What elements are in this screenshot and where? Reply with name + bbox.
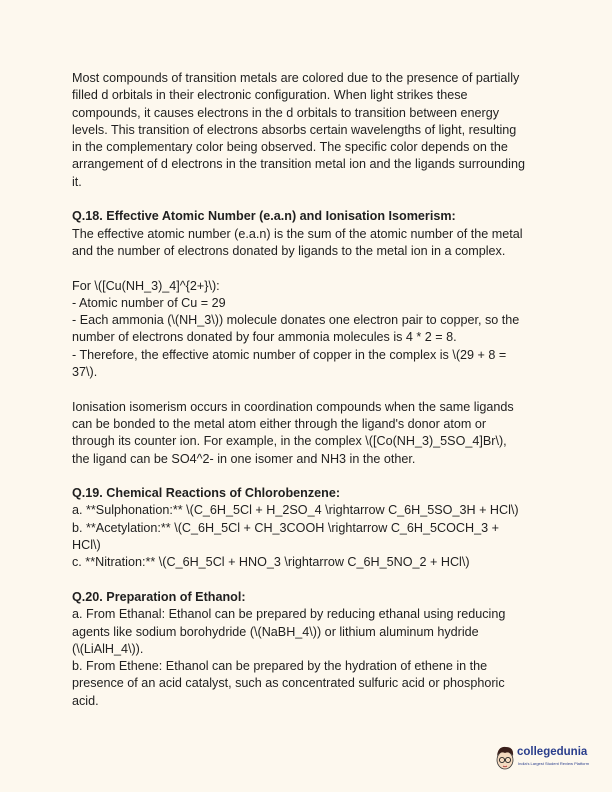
text-line: and the number of electrons donated by ligands to the metal ion in a complex. bbox=[72, 243, 506, 258]
paragraph-spacer bbox=[72, 260, 552, 277]
text-line: acid. bbox=[72, 693, 99, 708]
question-section bbox=[72, 589, 552, 710]
text-line: it. bbox=[72, 174, 82, 189]
text-line: For \([Cu(NH_3)_4]^{2+}\): bbox=[72, 278, 220, 293]
collegedunia-logo bbox=[494, 744, 604, 774]
text-line: compounds, it causes electrons in the d orbitals to transition between energy bbox=[72, 105, 500, 120]
question-section bbox=[72, 485, 552, 571]
text-line: through its counter ion. For example, in the complex \([Co(NH_3)_5SO_4]Br\), bbox=[72, 434, 507, 449]
text-line: levels. This transition of electrons absorbs certain wavelengths of light, resulting bbox=[72, 122, 517, 137]
paragraph bbox=[72, 399, 552, 468]
text-line: c. **Nitration:** \(C_6H_5Cl + HNO_3 \rightarrow C_6H_5NO_2 + HCl\) bbox=[72, 555, 470, 570]
text-line: a. **Sulphonation:** \(C_6H_5Cl + H_2SO_4 \rightarrow C_6H_5SO_3H + HCl\) bbox=[72, 503, 519, 518]
text-line: - Atomic number of Cu = 29 bbox=[72, 295, 226, 310]
section-heading: Q.20. Preparation of Ethanol: bbox=[72, 589, 246, 604]
text-line: (\(LiAlH_4\)). bbox=[72, 641, 144, 656]
paragraph-spacer bbox=[72, 468, 552, 485]
text-line: the ligand can be SO4^2- in one isomer and NH3 in the other. bbox=[72, 451, 416, 466]
paragraph-spacer bbox=[72, 191, 552, 208]
text-line: HCl\) bbox=[72, 538, 101, 553]
text-line: arrangement of d electrons in the transition metal ion and the ligands surrounding bbox=[72, 157, 525, 172]
text-line: filled d orbitals in their electronic configuration. When light strikes these bbox=[72, 88, 468, 103]
text-line: in the complementary color being observed. The specific color depends on the bbox=[72, 140, 508, 155]
text-line: b. From Ethene: Ethanol can be prepared by the hydration of ethene in the bbox=[72, 659, 488, 674]
text-line: number of electrons donated by four ammonia molecules is 4 * 2 = 8. bbox=[72, 330, 457, 345]
text-line: presence of an acid catalyst, such as concentrated sulfuric acid or phosphoric bbox=[72, 676, 505, 691]
brand-name: collegedunia bbox=[517, 746, 588, 758]
text-line: agents like sodium borohydride (\(NaBH_4\)) or lithium aluminum hydride bbox=[72, 624, 479, 639]
text-line: a. From Ethanal: Ethanol can be prepared by reducing ethanal using reducing bbox=[72, 607, 506, 622]
section-heading: Q.19. Chemical Reactions of Chlorobenzene: bbox=[72, 486, 341, 501]
section-heading: Q.18. Effective Atomic Number (e.a.n) and Ionisation Isomerism: bbox=[72, 209, 456, 224]
paragraph bbox=[72, 70, 552, 191]
text-line: b. **Acetylation:** \(C_6H_5Cl + CH_3COOH \rightarrow C_6H_5COCH_3 + bbox=[72, 520, 499, 535]
text-line: - Therefore, the effective atomic number of copper in the complex is \(29 + 8 = bbox=[72, 347, 507, 362]
text-line: - Each ammonia (\(NH_3\)) molecule donates one electron pair to copper, so the bbox=[72, 313, 520, 328]
brand-tagline: India's Largest Student Review Platform bbox=[518, 761, 590, 766]
question-section bbox=[72, 208, 552, 260]
paragraph bbox=[72, 278, 552, 382]
text-line: can be bonded to the metal atom either through the ligand's donor atom or bbox=[72, 416, 487, 431]
text-line: 37\). bbox=[72, 365, 98, 380]
paragraph-spacer bbox=[72, 572, 552, 589]
paragraph-spacer bbox=[72, 381, 552, 398]
text-line: The effective atomic number (e.a.n) is the sum of the atomic number of the metal bbox=[72, 226, 523, 241]
mascot-icon bbox=[494, 744, 516, 772]
text-line: Ionisation isomerism occurs in coordination compounds when the same ligands bbox=[72, 399, 514, 414]
text-line: Most compounds of transition metals are colored due to the presence of partially bbox=[72, 71, 520, 85]
document-body bbox=[72, 70, 552, 710]
